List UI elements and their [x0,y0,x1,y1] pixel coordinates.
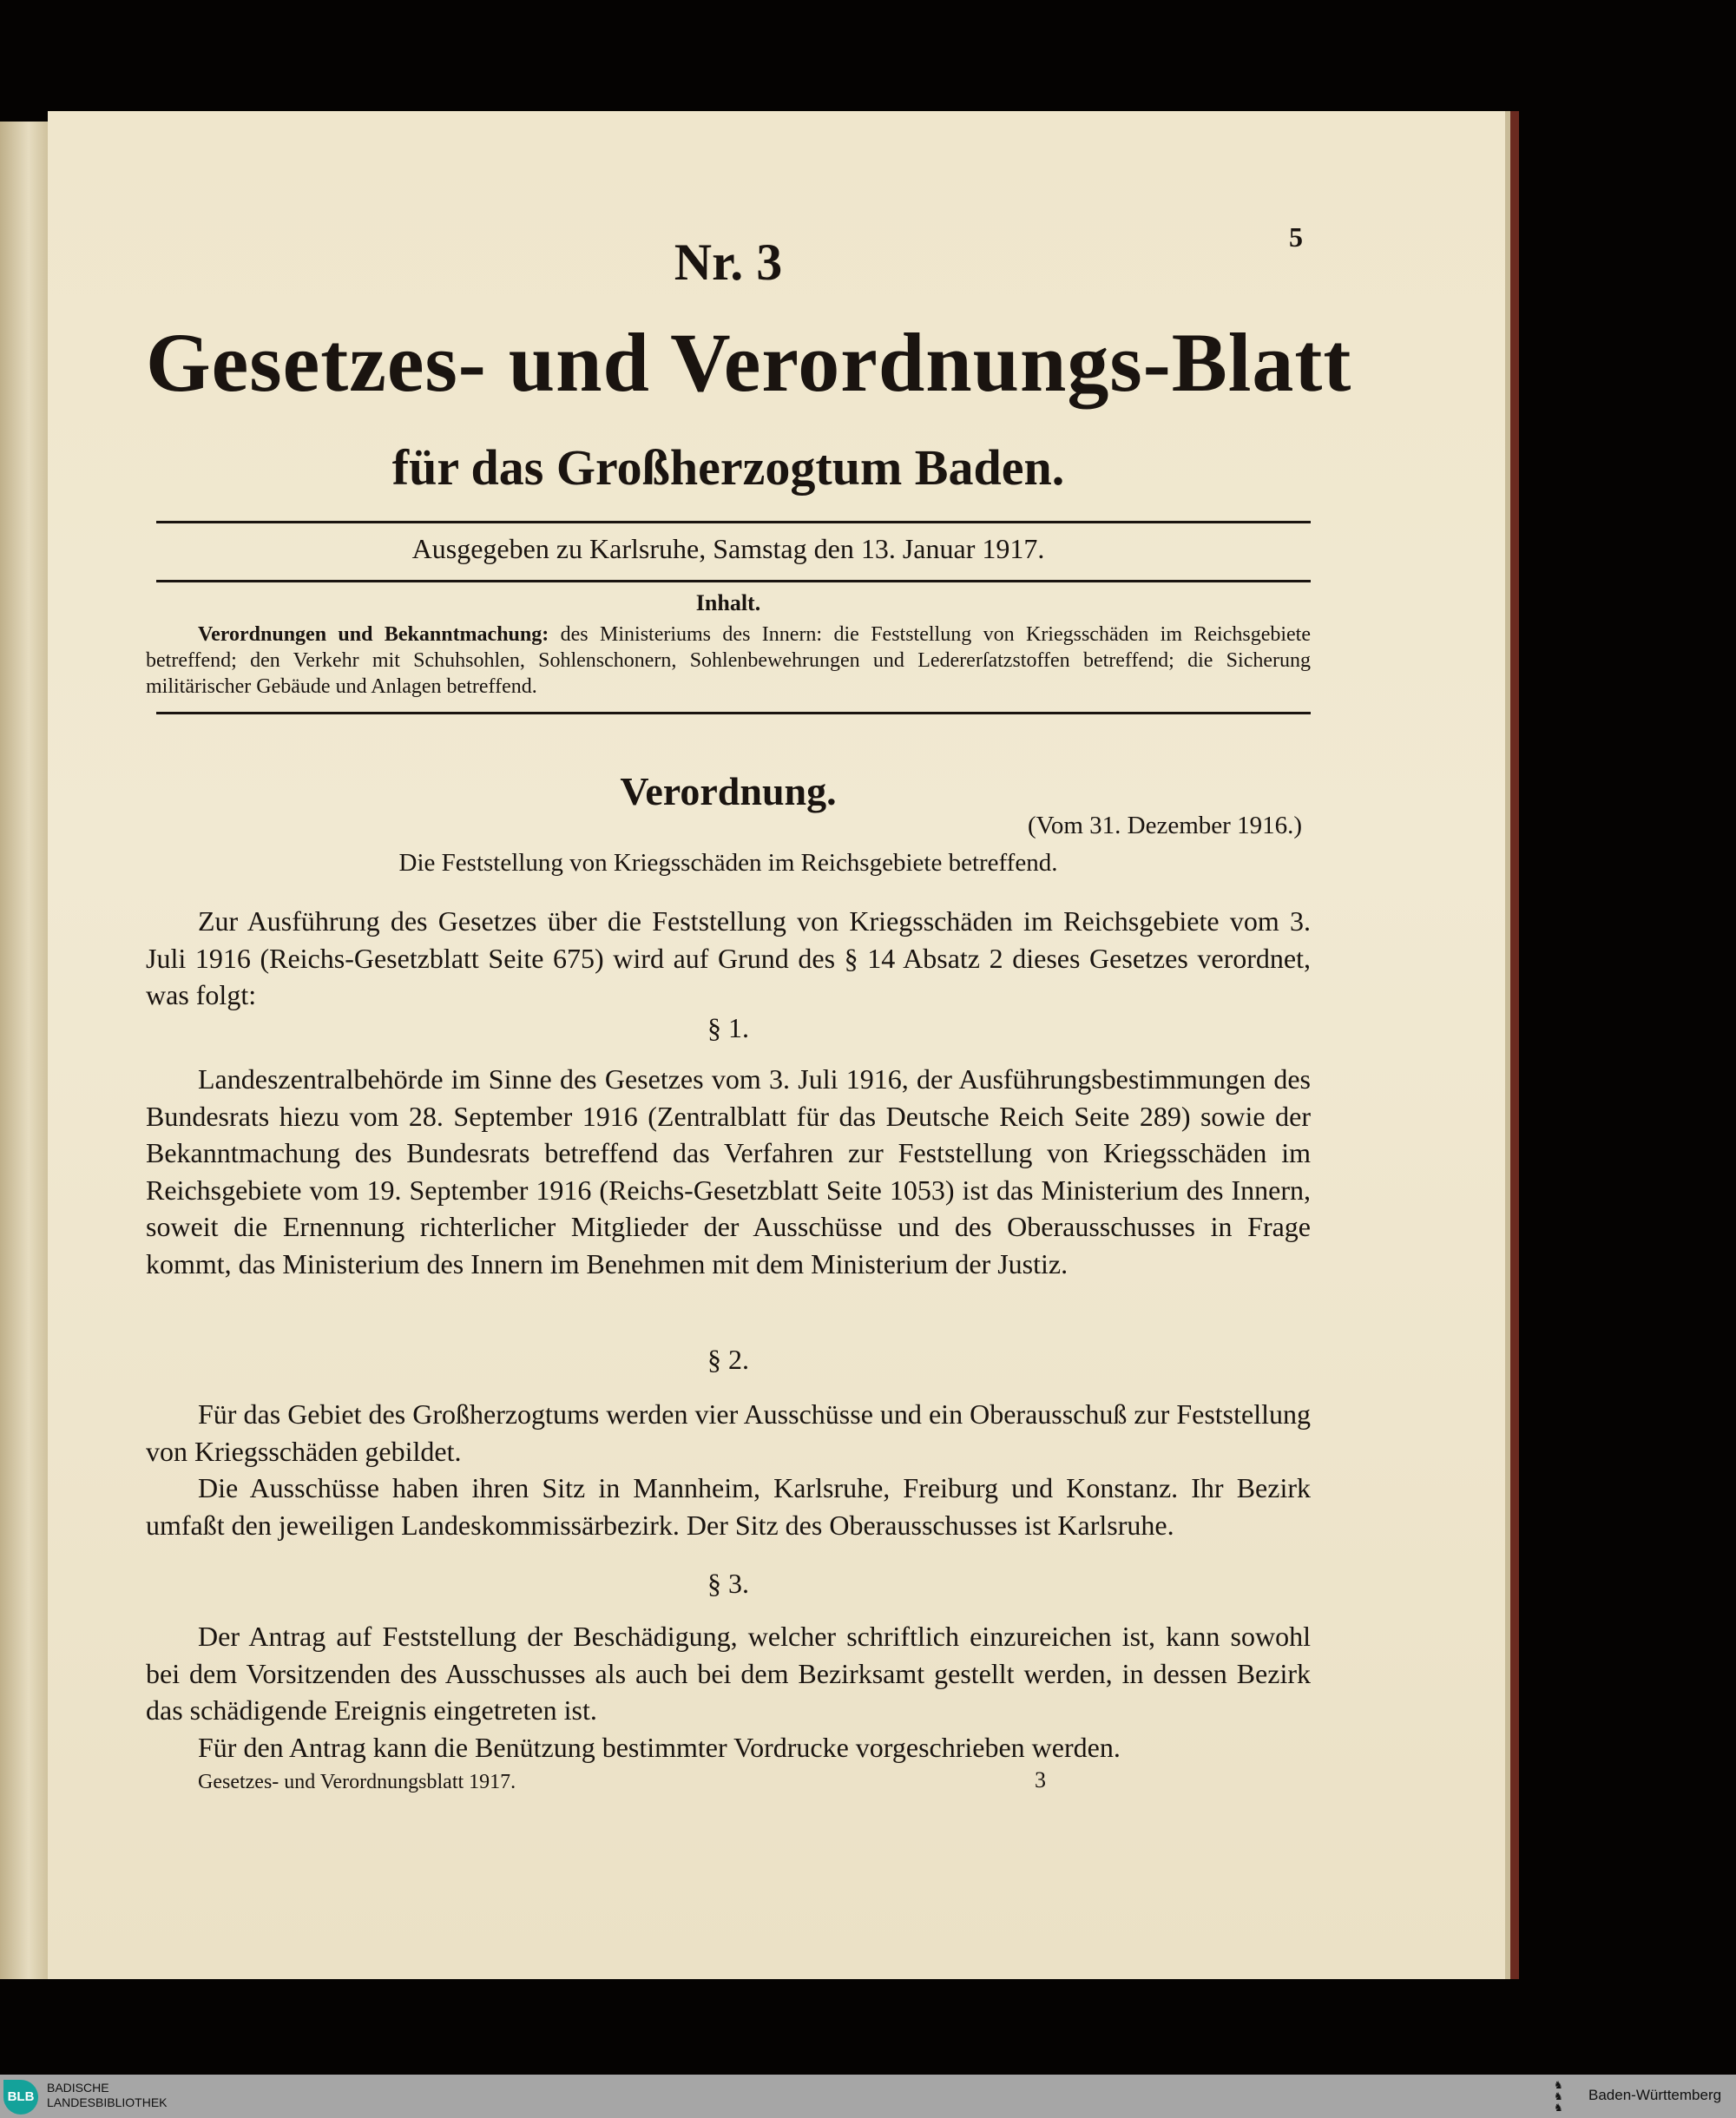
page-number: 5 [1289,221,1303,253]
divider [156,521,1311,523]
paragraph: Die Ausschüsse haben ihren Sitz in Mannheim, Karlsruhe, Freiburg und Konstanz. Ihr Bezirk umfaßt den jeweiligen Landeskommissärbezirk. Der Sitz des Oberausschusses ist Karlsruhe. [146,1472,1311,1541]
section-1-text [146,1061,1311,1282]
section-label: § 2. [707,1344,749,1375]
blb-logo[interactable]: BLB [3,2080,38,2115]
paragraph: Der Antrag auf Feststellung der Beschädigung, welcher schriftlich einzureichen ist, kann sowohl bei dem Vorsitzenden des Ausschusses als auch bei dem Bezirksamt gestellt werden, in dessen Bezirk das schädigende Ereignis eingetreten ist. [146,1621,1311,1726]
library-name-line: LANDESBIBLIOTHEK [47,2095,168,2109]
signature-mark: 3 [1035,1767,1046,1792]
paragraph: Für den Antrag kann die Benützung bestimmter Vordrucke vorgeschrieben werden. [198,1731,1121,1763]
section-label: § 1. [707,1012,749,1043]
gazette-title: Gesetzes- und Verordnungs-Blatt [146,316,1352,409]
page-edge [1510,111,1519,1979]
contents-text [146,622,1311,700]
paragraph: Für das Gebiet des Großherzogtums werden vier Ausschüsse und ein Oberausschuß zur Feststellung von Kriegsschäden gebildet. [146,1398,1311,1467]
paragraph: Zur Ausführung des Gesetzes über die Feststellung von Kriegsschäden im Reichsgebiete vom 3. Juli 1916 (Reichs-Gesetzblatt Seite 675) wird auf Grund des § 14 Absatz 2 dieses Gesetzes verordnet, was folgt: [146,905,1311,1010]
lion-crest-icon: ♞ ♞ ♞ [1554,2079,1563,2114]
section-label: § 3. [707,1568,749,1599]
library-bar [0,2075,1736,2118]
intro-paragraph [146,903,1311,1014]
contents-lead: Verordnungen und Bekanntmachung: [198,623,549,646]
divider [156,712,1311,714]
ordinance-subject: Die Feststellung von Kriegsschäden im Reichsgebiete betreffend. [398,849,1058,877]
library-name [47,2081,168,2110]
divider [156,580,1311,582]
section-3-text [146,1618,1311,1766]
paragraph: Landeszentralbehörde im Sinne des Gesetzes vom 3. Juli 1916, der Ausführungsbestimmungen des Bundesrats hiezu vom 28. September 1916 (Zentralblatt für das Deutsche Reich Seite 289) sowie der Bekanntmachung des Bundesrats betreffend das Verfahren zur Feststellung von Kriegsschäden im Reichsgebiete vom 19. September 1916 (Reichs-Gesetzblatt Seite 1053) ist das Ministerium des Innern, soweit die Ernennung richterlicher Mitglieder der Ausschüsse und des Oberausschusses in Frage kommt, das Ministerium des Innern im Benehmen mit dem Ministerium der Justiz. [146,1063,1311,1279]
issue-number: Nr. 3 [674,234,783,291]
library-name-line: BADISCHE [47,2081,109,2095]
ordinance-title: Verordnung. [620,769,837,813]
ordinance-date: (Vom 31. Dezember 1916.) [1028,812,1302,839]
section-2-text [146,1396,1311,1543]
issue-date: Ausgegeben zu Karlsruhe, Samstag den 13. Januar 1917. [411,533,1045,564]
gazette-subtitle: für das Großherzogtum Baden. [391,439,1065,496]
contents-body: des Ministeriums des Innern: die Feststellung von Kriegsschäden im Reichsgebiete betreffend; den Verkehr mit Schuhsohlen, Sohlenschonern, Sohlenbewehrungen und Ledererſatzstoffen betreffend; die Sicherung militärischer Gebäude und Anlagen betreffend. [146,623,1311,698]
footer-title: Gesetzes- und Verordnungsblatt 1917. [198,1771,516,1793]
state-logo-text[interactable]: Baden-Württemberg [1588,2087,1722,2103]
book-spine [0,122,48,1979]
contents-heading: Inhalt. [695,590,761,615]
